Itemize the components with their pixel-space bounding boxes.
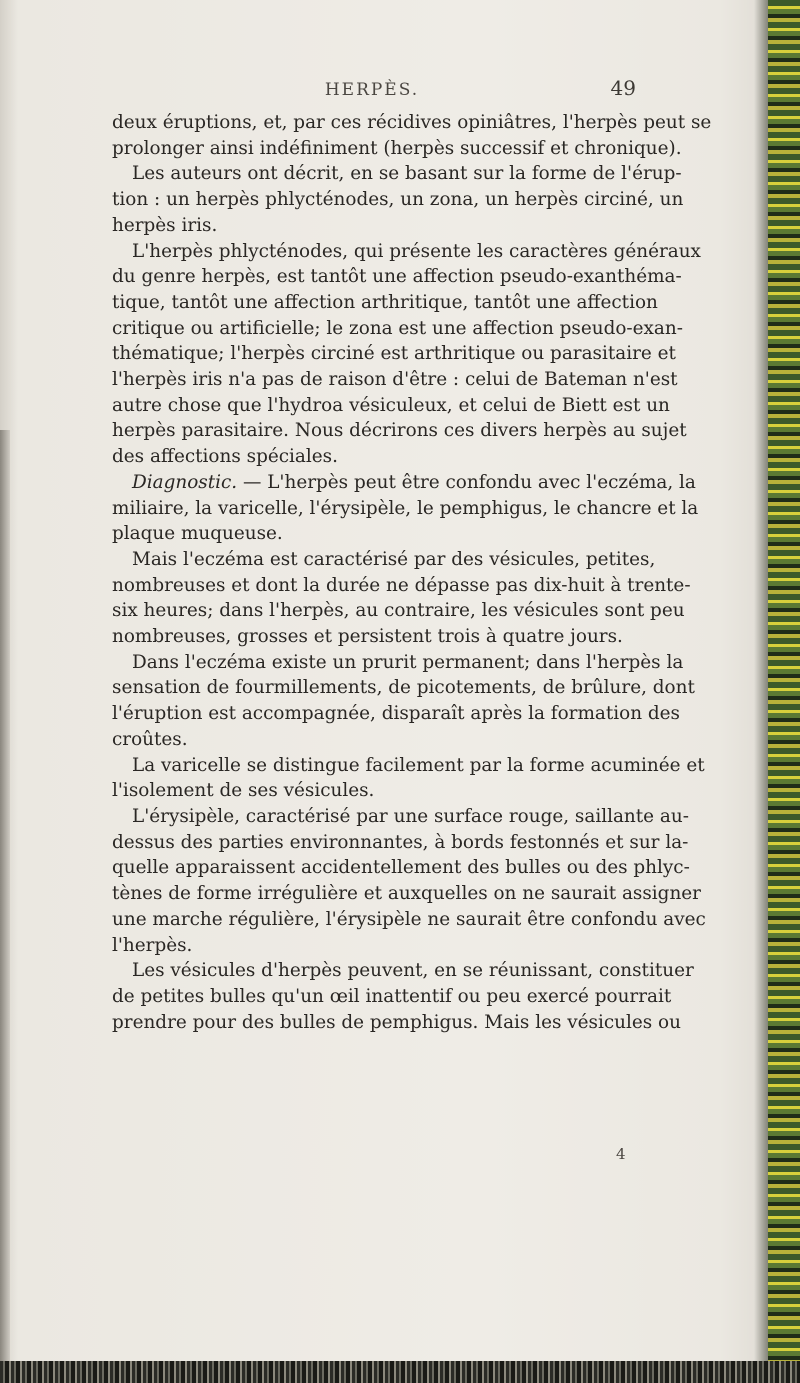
text-line: prolonger ainsi indéfiniment (herpès successif et chronique). xyxy=(112,137,682,159)
text-line: herpès iris. xyxy=(112,214,218,236)
text-line: thématique; l'herpès circiné est arthritique ou parasitaire et xyxy=(112,343,676,365)
text-line-content: — L'herpès peut être confondu avec l'eczéma, la xyxy=(237,471,696,493)
text-line: autre chose que l'hydroa vésiculeux, et celui de Biett est un xyxy=(112,394,670,416)
text-line xyxy=(112,470,696,496)
text-line: miliaire, la varicelle, l'érysipèle, le pemphigus, le chancre et la xyxy=(112,497,699,519)
text-line: Dans l'eczéma existe un prurit permanent; dans l'herpès la xyxy=(132,651,684,673)
text-line: l'herpès iris n'a pas de raison d'être : celui de Bateman n'est xyxy=(112,369,678,391)
text-line: une marche régulière, l'érysipèle ne saurait être confondu avec xyxy=(112,908,706,930)
text-line: Les vésicules d'herpès peuvent, en se réunissant, constituer xyxy=(132,960,694,982)
page-edge-bottom xyxy=(0,1361,800,1383)
text-line: L'érysipèle, caractérisé par une surface rouge, saillante au- xyxy=(132,805,689,827)
text-line: La varicelle se distingue facilement par la forme acuminée et xyxy=(132,754,705,776)
page-number: 49 xyxy=(610,76,636,100)
text-line: de petites bulles qu'un œil inattentif ou peu exercé pourrait xyxy=(112,985,672,1007)
gutter-shadow xyxy=(0,430,10,1383)
text-line: plaque muqueuse. xyxy=(112,523,283,545)
text-line: critique ou artificielle; le zona est une affection pseudo-exan- xyxy=(112,317,683,339)
body-text xyxy=(112,110,712,1035)
text-line: dessus des parties environnantes, à bords festonnés et sur la- xyxy=(112,831,689,853)
text-line: croûtes. xyxy=(112,728,188,750)
text-line: herpès parasitaire. Nous décrirons ces divers herpès au sujet xyxy=(112,420,687,442)
page-header xyxy=(112,76,636,108)
text-line: l'herpès. xyxy=(112,934,193,956)
text-line: des affections spéciales. xyxy=(112,446,338,468)
section-heading-italic: Diagnostic. xyxy=(132,471,238,493)
text-line: prendre pour des bulles de pemphigus. Mais les vésicules ou xyxy=(112,1011,681,1033)
text-line: L'herpès phlycténodes, qui présente les caractères généraux xyxy=(132,240,701,262)
text-line: Les auteurs ont décrit, en se basant sur la forme de l'érup- xyxy=(132,163,682,185)
text-line: sensation de fourmillements, de picotements, de brûlure, dont xyxy=(112,677,695,699)
text-line: du genre herpès, est tantôt une affection pseudo-exanthéma- xyxy=(112,266,682,288)
signature-mark: 4 xyxy=(616,1145,626,1163)
running-head: HERPÈS. xyxy=(324,80,420,100)
page-edge-right xyxy=(768,0,800,1383)
text-line: six heures; dans l'herpès, au contraire, les vésicules sont peu xyxy=(112,600,685,622)
text-line: l'isolement de ses vésicules. xyxy=(112,780,375,802)
text-line: tique, tantôt une affection arthritique, tantôt une affection xyxy=(112,291,658,313)
text-line: Mais l'eczéma est caractérisé par des vésicules, petites, xyxy=(132,548,656,570)
text-line: nombreuses, grosses et persistent trois à quatre jours. xyxy=(112,626,623,648)
text-line: nombreuses et dont la durée ne dépasse pas dix-huit à trente- xyxy=(112,574,691,596)
text-line: tènes de forme irrégulière et auxquelles on ne saurait assigner xyxy=(112,883,701,905)
text-line: deux éruptions, et, par ces récidives opiniâtres, l'herpès peut se xyxy=(112,112,712,133)
text-line: l'éruption est accompagnée, disparaît après la formation des xyxy=(112,703,680,725)
text-line: tion : un herpès phlycténodes, un zona, un herpès circiné, un xyxy=(112,189,684,211)
text-line: quelle apparaissent accidentellement des bulles ou des phlyc- xyxy=(112,857,690,879)
